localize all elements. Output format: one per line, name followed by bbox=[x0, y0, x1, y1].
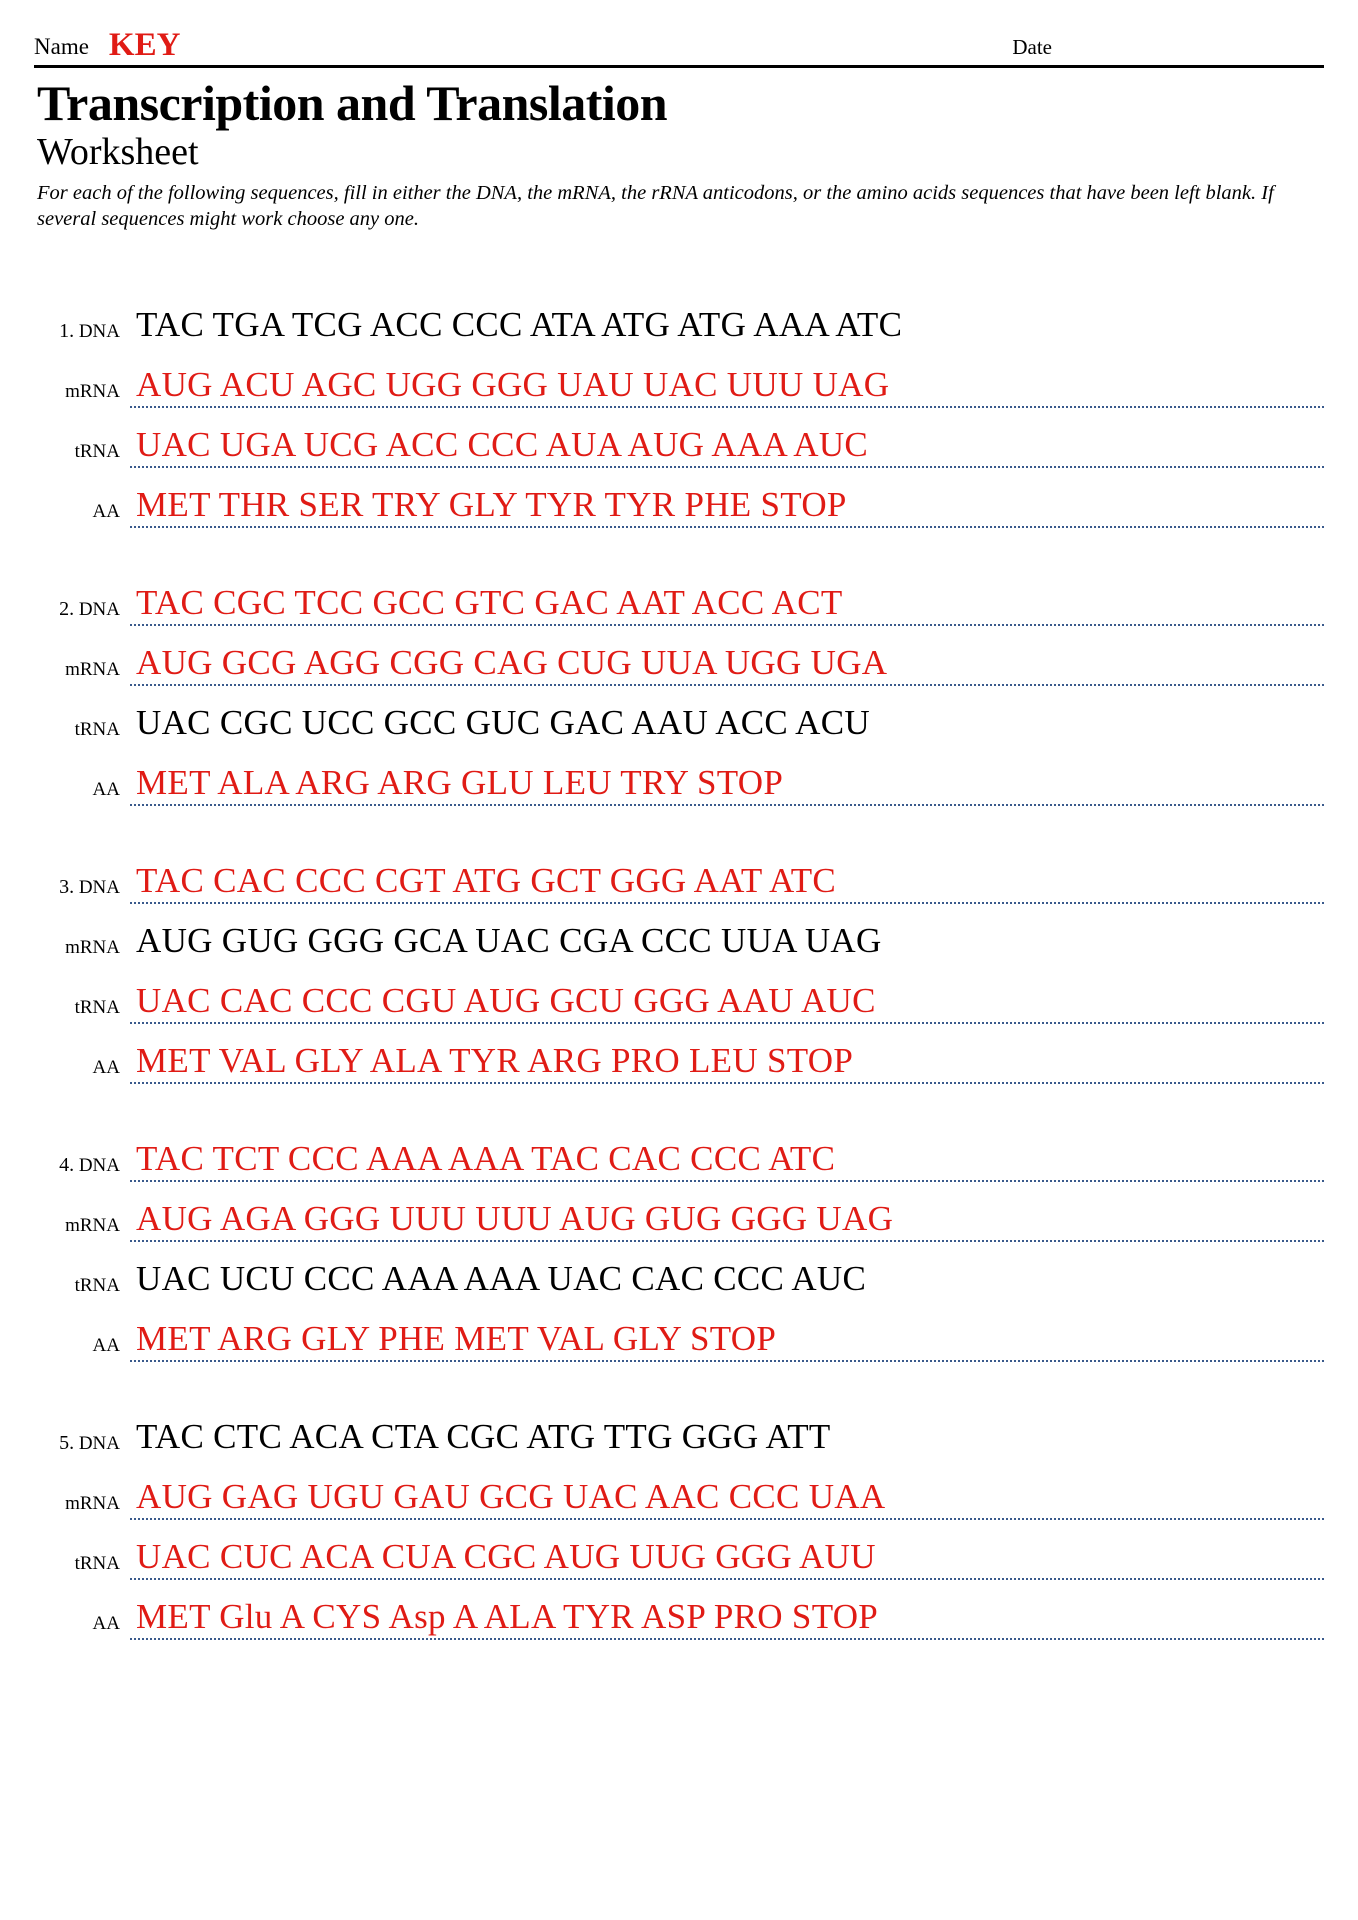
sequence-field[interactable] bbox=[130, 1126, 1324, 1182]
answer-blank-line bbox=[130, 1360, 1324, 1362]
row-label bbox=[34, 1494, 130, 1520]
sequence-row bbox=[34, 904, 1324, 964]
sequence-answer-text: MET ARG GLY PHE MET VAL GLY STOP bbox=[136, 1319, 777, 1359]
answer-blank-line bbox=[130, 406, 1324, 408]
sequence-type-label: mRNA bbox=[65, 937, 120, 959]
row-label bbox=[34, 382, 130, 408]
sequence-type-label: tRNA bbox=[74, 997, 120, 1019]
answer-blank-line bbox=[130, 1578, 1324, 1580]
sequence-type-label: DNA bbox=[78, 1155, 120, 1177]
sequence-field[interactable] bbox=[130, 1028, 1324, 1084]
sequence-row bbox=[34, 566, 1324, 626]
answer-blank-line bbox=[130, 902, 1324, 904]
answer-blank-line bbox=[130, 684, 1324, 686]
answer-blank-line bbox=[130, 1240, 1324, 1242]
sequence-field[interactable] bbox=[130, 1524, 1324, 1580]
sequence-answer-text: UAC CUC ACA CUA CGC AUG UUG GGG AUU bbox=[136, 1537, 876, 1577]
sequence-field[interactable] bbox=[130, 472, 1324, 528]
sequence-field[interactable] bbox=[130, 1404, 1324, 1460]
sequence-row bbox=[34, 1242, 1324, 1302]
sequence-type-label: AA bbox=[92, 1057, 120, 1079]
sequence-answer-text: MET THR SER TRY GLY TYR TYR PHE STOP bbox=[136, 485, 847, 525]
row-label bbox=[34, 1336, 130, 1362]
header-divider bbox=[34, 65, 1324, 68]
row-label bbox=[34, 660, 130, 686]
sequence-answer-text: MET ALA ARG ARG GLU LEU TRY STOP bbox=[136, 763, 784, 803]
sequence-type-label: AA bbox=[92, 501, 120, 523]
sequence-row bbox=[34, 468, 1324, 528]
answer-blank-line bbox=[130, 1180, 1324, 1182]
problem-number: 1. bbox=[59, 320, 75, 343]
problem-block bbox=[34, 288, 1324, 528]
sequence-row bbox=[34, 1122, 1324, 1182]
sequence-type-label: AA bbox=[92, 1613, 120, 1635]
sequence-row bbox=[34, 1460, 1324, 1520]
sequence-row bbox=[34, 1520, 1324, 1580]
row-label bbox=[34, 938, 130, 964]
problem-block bbox=[34, 844, 1324, 1084]
sequence-answer-text: AUG ACU AGC UGG GGG UAU UAC UUU UAG bbox=[136, 365, 890, 405]
problem-block bbox=[34, 566, 1324, 806]
problem-block bbox=[34, 1400, 1324, 1640]
row-label bbox=[34, 877, 130, 904]
sequence-field[interactable] bbox=[130, 1186, 1324, 1242]
sequence-row bbox=[34, 348, 1324, 408]
sequence-type-label: DNA bbox=[78, 877, 120, 899]
row-label bbox=[34, 720, 130, 746]
sequence-row bbox=[34, 1302, 1324, 1362]
sequence-answer-text: AUG GAG UGU GAU GCG UAC AAC CCC UAA bbox=[136, 1477, 886, 1517]
problem-number: 2. bbox=[59, 598, 75, 621]
sequence-answer-text: MET VAL GLY ALA TYR ARG PRO LEU STOP bbox=[136, 1041, 854, 1081]
row-label bbox=[34, 599, 130, 626]
problem-block bbox=[34, 1122, 1324, 1362]
row-label bbox=[34, 1216, 130, 1242]
name-date-row bbox=[34, 22, 1324, 62]
sequence-answer-text: AUG GCG AGG CGG CAG CUG UUA UGG UGA bbox=[136, 643, 888, 683]
sequence-given-text: AUG GUG GGG GCA UAC CGA CCC UUA UAG bbox=[136, 921, 882, 961]
sequence-row bbox=[34, 626, 1324, 686]
sequence-type-label: AA bbox=[92, 779, 120, 801]
row-label bbox=[34, 1433, 130, 1460]
row-label bbox=[34, 321, 130, 348]
answer-blank-line bbox=[130, 1082, 1324, 1084]
problem-number: 5. bbox=[59, 1432, 75, 1455]
sequence-row bbox=[34, 964, 1324, 1024]
sequence-answer-text: TAC CAC CCC CGT ATG GCT GGG AAT ATC bbox=[136, 861, 837, 901]
sequence-answer-text: UAC CAC CCC CGU AUG GCU GGG AAU AUC bbox=[136, 981, 876, 1021]
sequence-type-label: DNA bbox=[78, 599, 120, 621]
sequence-type-label: tRNA bbox=[74, 441, 120, 463]
sequence-type-label: mRNA bbox=[65, 1493, 120, 1515]
sequence-row bbox=[34, 1182, 1324, 1242]
sequence-field[interactable] bbox=[130, 570, 1324, 626]
answer-blank-line bbox=[130, 804, 1324, 806]
sequence-answer-text: AUG AGA GGG UUU UUU AUG GUG GGG UAG bbox=[136, 1199, 894, 1239]
sequence-field[interactable] bbox=[130, 412, 1324, 468]
date-label: Date bbox=[1012, 35, 1052, 59]
sequence-row bbox=[34, 1580, 1324, 1640]
sequence-given-text: TAC TGA TCG ACC CCC ATA ATG ATG AAA ATC bbox=[136, 305, 903, 345]
sequence-given-text: TAC CTC ACA CTA CGC ATG TTG GGG ATT bbox=[136, 1417, 831, 1457]
sequence-row bbox=[34, 844, 1324, 904]
answer-blank-line bbox=[130, 526, 1324, 528]
sequence-field[interactable] bbox=[130, 690, 1324, 746]
sequence-field[interactable] bbox=[130, 1306, 1324, 1362]
page-title: Transcription and Translation bbox=[37, 75, 668, 131]
sequence-answer-text: TAC TCT CCC AAA AAA TAC CAC CCC ATC bbox=[136, 1139, 836, 1179]
sequence-field[interactable] bbox=[130, 908, 1324, 964]
answer-blank-line bbox=[130, 1638, 1324, 1640]
sequence-type-label: tRNA bbox=[74, 1275, 120, 1297]
sequence-type-label: mRNA bbox=[65, 1215, 120, 1237]
row-label bbox=[34, 502, 130, 528]
sequence-field[interactable] bbox=[130, 1246, 1324, 1302]
sequence-type-label: mRNA bbox=[65, 659, 120, 681]
row-label bbox=[34, 998, 130, 1024]
sequence-row bbox=[34, 1024, 1324, 1084]
problem-list bbox=[34, 288, 1324, 1640]
sequence-field[interactable] bbox=[130, 848, 1324, 904]
sequence-row bbox=[34, 1400, 1324, 1460]
row-label bbox=[34, 1155, 130, 1182]
sequence-row bbox=[34, 686, 1324, 746]
answer-blank-line bbox=[130, 466, 1324, 468]
answer-blank-line bbox=[130, 1518, 1324, 1520]
answer-blank-line bbox=[130, 624, 1324, 626]
row-label bbox=[34, 442, 130, 468]
sequence-row bbox=[34, 746, 1324, 806]
sequence-field[interactable] bbox=[130, 968, 1324, 1024]
sequence-answer-text: UAC UGA UCG ACC CCC AUA AUG AAA AUC bbox=[136, 425, 869, 465]
row-label bbox=[34, 1058, 130, 1084]
sequence-given-text: UAC UCU CCC AAA AAA UAC CAC CCC AUC bbox=[136, 1259, 867, 1299]
sequence-row bbox=[34, 288, 1324, 348]
name-value: KEY bbox=[108, 27, 181, 63]
sequence-field[interactable] bbox=[130, 1584, 1324, 1640]
row-label bbox=[34, 780, 130, 806]
sequence-type-label: AA bbox=[92, 1335, 120, 1357]
sequence-type-label: DNA bbox=[78, 321, 120, 343]
sequence-given-text: UAC CGC UCC GCC GUC GAC AAU ACC ACU bbox=[136, 703, 870, 743]
answer-blank-line bbox=[130, 1022, 1324, 1024]
row-label bbox=[34, 1614, 130, 1640]
problem-number: 3. bbox=[59, 876, 75, 899]
sequence-type-label: tRNA bbox=[74, 1553, 120, 1575]
row-label bbox=[34, 1276, 130, 1302]
sequence-type-label: DNA bbox=[78, 1433, 120, 1455]
problem-number: 4. bbox=[59, 1154, 75, 1177]
name-label: Name bbox=[34, 34, 89, 59]
sequence-answer-text: TAC CGC TCC GCC GTC GAC AAT ACC ACT bbox=[136, 583, 843, 623]
instructions-text: For each of the following sequences, fill in either the DNA, the mRNA, the rRNA anticodons, or the amino acids sequences that have been left blank. If several sequences might work choose any one. bbox=[37, 181, 1274, 231]
sequence-field[interactable] bbox=[130, 750, 1324, 806]
sequence-answer-text: MET Glu A CYS Asp A ALA TYR ASP PRO STOP bbox=[136, 1597, 879, 1637]
sequence-type-label: mRNA bbox=[65, 381, 120, 403]
row-label bbox=[34, 1554, 130, 1580]
sequence-field[interactable] bbox=[130, 292, 1324, 348]
sequence-field[interactable] bbox=[130, 630, 1324, 686]
sequence-field[interactable] bbox=[130, 352, 1324, 408]
page-subtitle: Worksheet bbox=[37, 131, 199, 173]
sequence-type-label: tRNA bbox=[74, 719, 120, 741]
sequence-field[interactable] bbox=[130, 1464, 1324, 1520]
sequence-row bbox=[34, 408, 1324, 468]
